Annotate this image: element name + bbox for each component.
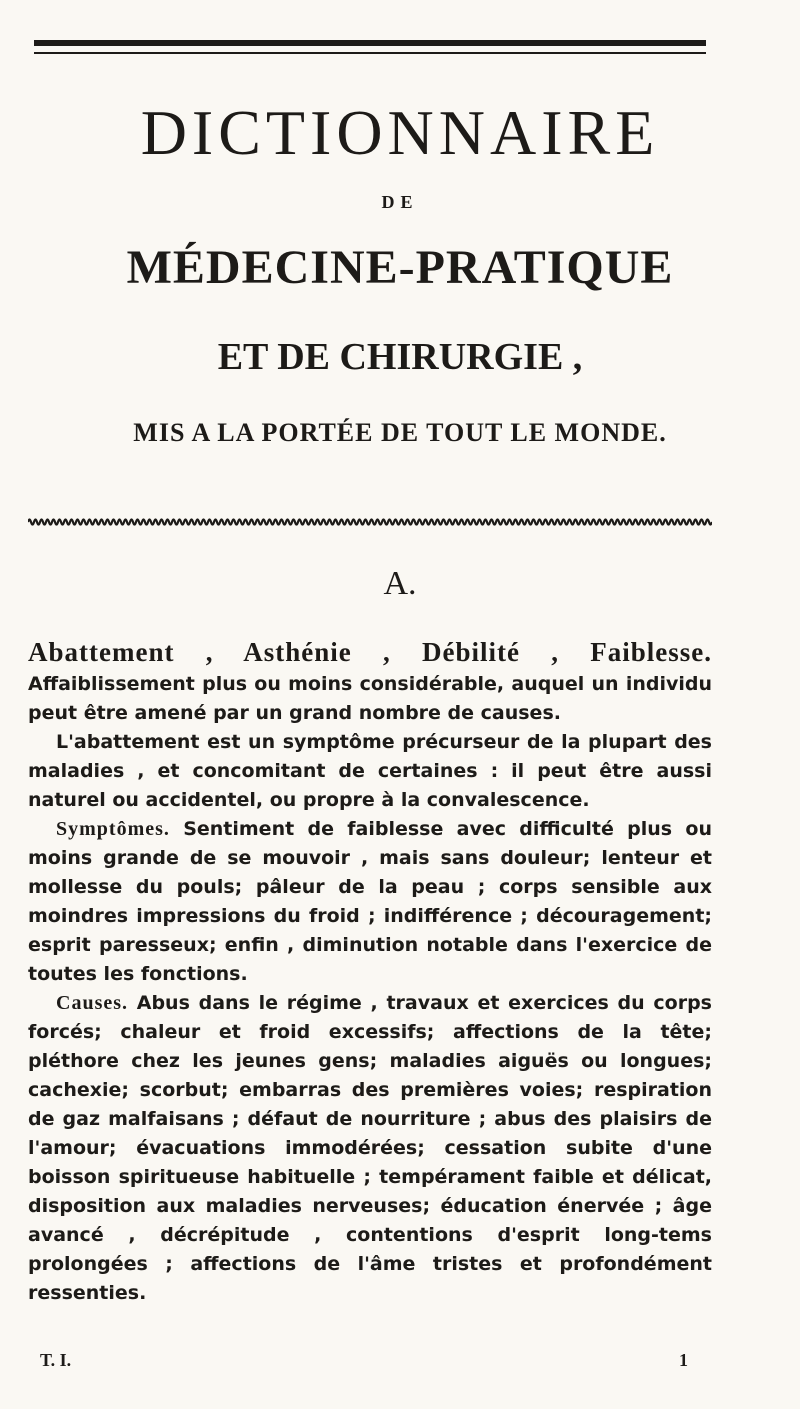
entry-headword: Abattement , Asthénie , Débilité , Faiblesse. — [28, 637, 712, 667]
top-rule-thin — [34, 52, 706, 54]
entry-definition: Affaiblissement plus ou moins considérable, auquel un individu peut être amené par un grand nombre de causes. — [28, 673, 712, 724]
title-connector: DE — [381, 192, 419, 212]
volume-mark: T. I. — [40, 1350, 72, 1370]
entry-paragraph-1: L'abattement est un symptôme précurseur de la plupart des maladies , et concomitant de certaines : il peut être aussi naturel ou accidentel, ou propre à la convalescence. — [28, 731, 712, 811]
causes-label: Causes. — [56, 992, 129, 1014]
book-subtitle-2: ET DE CHIRURGIE , — [217, 336, 583, 378]
signature-mark: 1 — [679, 1350, 688, 1370]
page-footer — [40, 1350, 688, 1380]
entry-body — [28, 638, 712, 1308]
book-title: DICTIONNAIRE — [140, 97, 660, 168]
ornamental-wavy-rule — [28, 516, 712, 528]
entry-paragraph-symptoms — [28, 815, 712, 989]
causes-text: Abus dans le régime , travaux et exercices du corps forcés; chaleur et froid excessifs; affections de la tête; pléthore chez les jeunes gens; maladies aiguës ou longues; cachexie; scorbut; embarras des premières voies; respiration de gaz malfaisans ; défaut de nourriture ; abus des plaisirs de l'amour; évacuations immodérées; cessation subite d'une boisson spiritueuse habituelle ; tempérament faible et délicat, disposition aux maladies nerveuses; éducation énervée ; âge avancé , décrépitude , contentions d'esprit long-tems prolongées ; affections de l'âme tristes et profondément ressenties. — [28, 992, 712, 1304]
book-tagline: MIS A LA PORTÉE DE TOUT LE MONDE. — [133, 418, 667, 447]
book-subtitle: MÉDECINE-PRATIQUE — [126, 241, 674, 294]
section-letter: A. — [383, 565, 417, 602]
entry-paragraph-causes — [28, 989, 712, 1308]
symptoms-label: Symptômes. — [56, 818, 170, 840]
entry-paragraph-head — [28, 638, 712, 728]
symptoms-text: Sentiment de faiblesse avec difficulté plus ou moins grande de se mouvoir , mais sans douleur; lenteur et mollesse du pouls; pâleur de la peau ; corps sensible aux moindres impressions du froid ; indifférence ; découragement; esprit paresseux; enfin , diminution notable dans l'exercice de toutes les fonctions. — [28, 818, 712, 985]
top-rule-thick — [34, 40, 706, 46]
